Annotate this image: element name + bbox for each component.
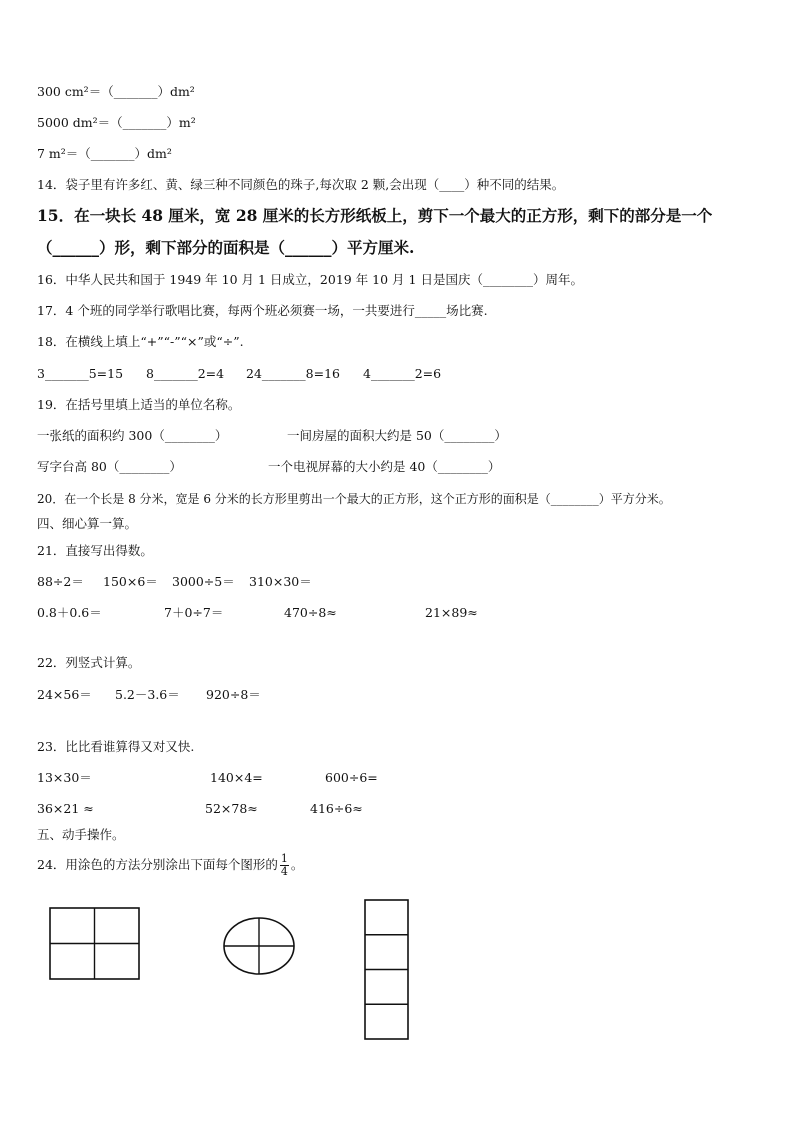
question-18: 18．在横线上填上“+”“-”“×”或“÷”. <box>37 334 244 349</box>
q19-item: 一张纸的面积约 300（________） <box>37 428 228 443</box>
q18-item: 4_______2=6 <box>363 366 442 381</box>
q21-item: 150×6＝ <box>103 574 158 589</box>
question-15-line-2: （______）形，剩下部分的面积是（______）平方厘米. <box>37 238 415 257</box>
question-24 <box>37 853 303 878</box>
q18-item: 8_______2=4 <box>146 366 225 381</box>
question-16: 16．中华人民共和国于 1949 年 10 月 1 日成立，2019 年 10 月 1 日是国庆（________）周年。 <box>37 272 583 287</box>
q21-item: 7＋0÷7＝ <box>164 605 224 620</box>
q22-item: 920÷8＝ <box>206 687 261 702</box>
question-21: 21．直接写出得数。 <box>37 543 153 558</box>
question-24-text: 24．用涂色的方法分别涂出下面每个图形的 <box>37 857 278 872</box>
q19-item: 一间房屋的面积大约是 50（________） <box>287 428 507 443</box>
q21-item: 3000÷5＝ <box>172 574 235 589</box>
conversion-line-1: 300 cm²＝（_______）dm² <box>37 84 195 99</box>
q21-item: 21×89≈ <box>425 605 478 620</box>
q18-item: 3_______5=15 <box>37 366 124 381</box>
q23-item: 140×4= <box>210 770 263 785</box>
q23-item: 52×78≈ <box>205 801 258 816</box>
conversion-line-3: 7 m²＝（_______）dm² <box>37 146 172 161</box>
q21-item: 88÷2＝ <box>37 574 84 589</box>
q23-item: 416÷6≈ <box>310 801 363 816</box>
question-14: 14．袋子里有许多红、黄、绿三种不同颜色的珠子,每次取 2 颗,会出现（____）种不同的结果。 <box>37 177 565 192</box>
fraction-denominator: 4 <box>280 865 288 878</box>
question-23: 23．比比看谁算得又对又快. <box>37 739 195 754</box>
q21-item: 0.8＋0.6＝ <box>37 605 102 620</box>
question-20: 20．在一个长是 8 分米，宽是 6 分米的长方形里剪出一个最大的正方形，这个正方形的面积是（________）平方分米。 <box>37 492 671 506</box>
fraction-numerator: 1 <box>280 852 288 865</box>
conversion-line-2: 5000 dm²＝（_______）m² <box>37 115 196 130</box>
question-15-line-1: 15．在一块长 48 厘米，宽 28 厘米的长方形纸板上，剪下一个最大的正方形，剩下的部分是一个 <box>37 206 713 225</box>
section-5-heading: 五、动手操作。 <box>37 827 125 842</box>
q23-item: 36×21 ≈ <box>37 801 94 816</box>
q22-item: 24×56＝ <box>37 687 92 702</box>
question-22: 22．列竖式计算。 <box>37 655 141 670</box>
question-17: 17．4 个班的同学举行歌唱比赛，每两个班必须赛一场，一共要进行_____场比赛. <box>37 303 488 318</box>
q21-item: 470÷8≈ <box>284 605 337 620</box>
vertical-strip-shape <box>363 898 411 1042</box>
q23-item: 600÷6= <box>325 770 378 785</box>
question-19: 19．在括号里填上适当的单位名称。 <box>37 397 241 412</box>
q23-item: 13×30＝ <box>37 770 92 785</box>
q19-item: 写字台高 80（________） <box>37 459 182 474</box>
fraction-one-quarter <box>280 853 289 878</box>
q21-item: 310×30＝ <box>249 574 312 589</box>
question-24-end: 。 <box>290 857 304 872</box>
q19-item: 一个电视屏幕的大小约是 40（________） <box>268 459 501 474</box>
circle-divided-shape <box>221 915 297 977</box>
rectangle-grid-shape <box>48 906 142 982</box>
q22-item: 5.2－3.6＝ <box>115 687 180 702</box>
section-4-heading: 四、细心算一算。 <box>37 516 138 531</box>
q18-item: 24_______8=16 <box>246 366 340 381</box>
